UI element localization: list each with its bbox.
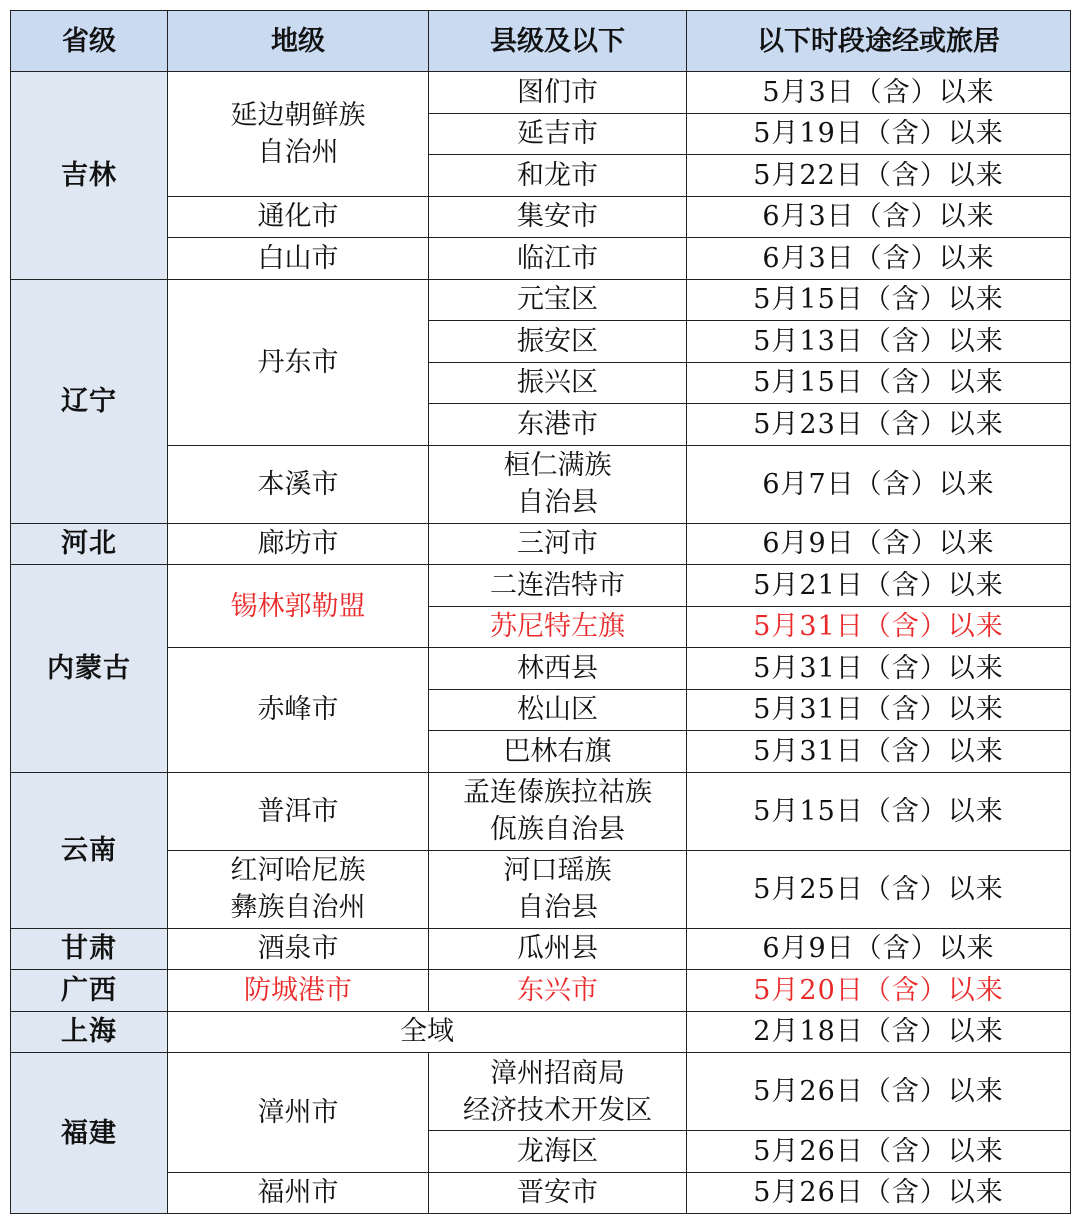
prefecture-cell: 延边朝鲜族 自治州 [168,72,429,197]
period-cell: 5月15日（含）以来 [687,772,1071,850]
header-county: 县级及以下 [429,11,687,72]
period-cell: 5月26日（含）以来 [687,1172,1071,1214]
county-cell-highlight: 苏尼特左旗 [429,606,687,648]
period-cell: 5月31日（含）以来 [687,689,1071,731]
prefecture-cell: 赤峰市 [168,648,429,773]
county-cell: 临江市 [429,238,687,280]
period-cell: 5月19日（含）以来 [687,113,1071,155]
prefecture-cell: 白山市 [168,238,429,280]
period-cell: 5月25日（含）以来 [687,850,1071,928]
period-cell: 5月15日（含）以来 [687,279,1071,321]
period-cell: 5月31日（含）以来 [687,648,1071,690]
table-row [11,279,1071,321]
period-cell: 5月26日（含）以来 [687,1053,1071,1131]
county-cell: 振安区 [429,321,687,363]
table-row [11,850,1071,928]
header-row [11,11,1071,72]
prefecture-cell: 漳州市 [168,1053,429,1173]
table-row [11,772,1071,850]
province-cell: 甘肃 [11,928,168,970]
period-cell: 5月21日（含）以来 [687,565,1071,607]
province-cell: 辽宁 [11,279,168,523]
county-cell: 孟连傣族拉祜族 佤族自治县 [429,772,687,850]
prefecture-cell: 酒泉市 [168,928,429,970]
period-cell: 5月26日（含）以来 [687,1131,1071,1173]
period-cell: 5月15日（含）以来 [687,362,1071,404]
period-cell: 5月31日（含）以来 [687,731,1071,773]
risk-area-table [10,10,1071,1214]
county-cell: 集安市 [429,196,687,238]
county-cell: 巴林右旗 [429,731,687,773]
county-cell: 元宝区 [429,279,687,321]
province-cell: 福建 [11,1053,168,1214]
table-row [11,523,1071,565]
county-cell: 图们市 [429,72,687,114]
prefecture-cell: 廊坊市 [168,523,429,565]
header-prefecture: 地级 [168,11,429,72]
county-cell: 松山区 [429,689,687,731]
prefecture-cell: 普洱市 [168,772,429,850]
county-cell: 三河市 [429,523,687,565]
province-cell: 河北 [11,523,168,565]
table-row [11,928,1071,970]
period-cell-highlight: 5月20日（含）以来 [687,970,1071,1012]
prefecture-cell: 通化市 [168,196,429,238]
county-cell: 龙海区 [429,1131,687,1173]
prefecture-cell-highlight: 锡林郭勒盟 [168,565,429,648]
table-row [11,1172,1071,1214]
county-cell: 桓仁满族 自治县 [429,445,687,523]
table-row [11,565,1071,607]
province-cell: 内蒙古 [11,565,168,773]
table-row [11,238,1071,280]
province-cell: 吉林 [11,72,168,280]
header-period: 以下时段途经或旅居 [687,11,1071,72]
table-row [11,970,1071,1012]
county-cell: 瓜州县 [429,928,687,970]
county-cell: 林西县 [429,648,687,690]
prefecture-cell: 丹东市 [168,279,429,445]
period-cell: 5月13日（含）以来 [687,321,1071,363]
table-row [11,1053,1071,1131]
period-cell: 2月18日（含）以来 [687,1011,1071,1053]
county-cell: 晋安市 [429,1172,687,1214]
period-cell: 5月22日（含）以来 [687,155,1071,197]
county-cell: 漳州招商局 经济技术开发区 [429,1053,687,1131]
county-cell: 河口瑶族 自治县 [429,850,687,928]
prefecture-cell: 红河哈尼族 彝族自治州 [168,850,429,928]
prefecture-cell: 本溪市 [168,445,429,523]
prefecture-cell: 福州市 [168,1172,429,1214]
province-cell: 广西 [11,970,168,1012]
table-row [11,196,1071,238]
county-cell-highlight: 东兴市 [429,970,687,1012]
table-row [11,445,1071,523]
period-cell: 5月23日（含）以来 [687,404,1071,446]
county-cell: 延吉市 [429,113,687,155]
table-row [11,648,1071,690]
prefecture-cell-highlight: 防城港市 [168,970,429,1012]
county-cell: 东港市 [429,404,687,446]
period-cell: 6月9日（含）以来 [687,928,1071,970]
period-cell: 6月9日（含）以来 [687,523,1071,565]
whole-area-cell: 全域 [168,1011,687,1053]
province-cell: 云南 [11,772,168,928]
header-province: 省级 [11,11,168,72]
county-cell: 和龙市 [429,155,687,197]
period-cell-highlight: 5月31日（含）以来 [687,606,1071,648]
period-cell: 5月3日（含）以来 [687,72,1071,114]
county-cell: 二连浩特市 [429,565,687,607]
county-cell: 振兴区 [429,362,687,404]
table-row [11,1011,1071,1053]
table-row [11,72,1071,114]
period-cell: 6月3日（含）以来 [687,196,1071,238]
period-cell: 6月7日（含）以来 [687,445,1071,523]
province-cell: 上海 [11,1011,168,1053]
period-cell: 6月3日（含）以来 [687,238,1071,280]
